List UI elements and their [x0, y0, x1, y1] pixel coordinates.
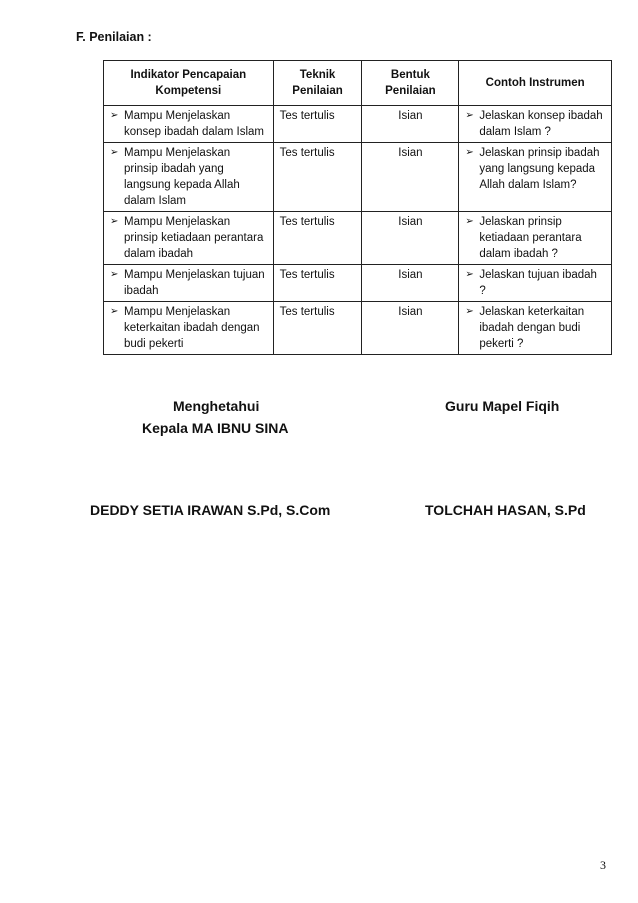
teknik-cell: Tes tertulis: [273, 265, 362, 302]
arrow-bullet-icon: ➢: [465, 216, 474, 227]
teacher-name: TOLCHAH HASAN, S.Pd: [425, 502, 586, 518]
table-row: [104, 106, 612, 143]
section-title: F. Penilaian :: [76, 30, 152, 44]
contoh-cell: ➢ Jelaskan keterkaitan ibadah dengan budi pekerti ?: [459, 302, 612, 355]
arrow-bullet-icon: ➢: [110, 269, 119, 280]
arrow-bullet-icon: ➢: [465, 269, 474, 280]
header-indikator: Indikator Pencapaian Kompetensi: [104, 61, 274, 106]
contoh-cell: ➢ Jelaskan prinsip ibadah yang langsung kepada Allah dalam Islam?: [459, 143, 612, 212]
principal-name: DEDDY SETIA IRAWAN S.Pd, S.Com: [90, 502, 331, 518]
indikator-cell: ➢ Mampu Menjelaskan keterkaitan ibadah dengan budi pekerti: [104, 302, 274, 355]
teacher-title: Guru Mapel Fiqih: [445, 398, 560, 414]
contoh-cell: ➢ Jelaskan tujuan ibadah ?: [459, 265, 612, 302]
teknik-cell: Tes tertulis: [273, 302, 362, 355]
table-row: [104, 265, 612, 302]
contoh-cell: ➢ Jelaskan prinsip ketiadaan perantara dalam ibadah ?: [459, 212, 612, 265]
teknik-cell: Tes tertulis: [273, 106, 362, 143]
header-bentuk: Bentuk Penilaian: [362, 61, 459, 106]
indikator-cell: ➢ Mampu Menjelaskan konsep ibadah dalam Islam: [104, 106, 274, 143]
table-header-row: [104, 61, 612, 106]
arrow-bullet-icon: ➢: [110, 306, 119, 317]
header-teknik: Teknik Penilaian: [273, 61, 362, 106]
indikator-cell: ➢ Mampu Menjelaskan tujuan ibadah: [104, 265, 274, 302]
arrow-bullet-icon: ➢: [465, 110, 474, 121]
indikator-cell: ➢ Mampu Menjelaskan prinsip ketiadaan perantara dalam ibadah: [104, 212, 274, 265]
bentuk-cell: Isian: [362, 212, 459, 265]
table-row: [104, 212, 612, 265]
arrow-bullet-icon: ➢: [465, 147, 474, 158]
page-number: 3: [600, 858, 606, 872]
header-contoh: Contoh Instrumen: [459, 61, 612, 106]
bentuk-cell: Isian: [362, 302, 459, 355]
bentuk-cell: Isian: [362, 265, 459, 302]
arrow-bullet-icon: ➢: [110, 216, 119, 227]
table-row: [104, 143, 612, 212]
arrow-bullet-icon: ➢: [110, 147, 119, 158]
contoh-cell: ➢ Jelaskan konsep ibadah dalam Islam ?: [459, 106, 612, 143]
acknowledge-label: Menghetahui: [173, 398, 260, 414]
assessment-table: [103, 60, 612, 355]
bentuk-cell: Isian: [362, 106, 459, 143]
table-row: [104, 302, 612, 355]
teknik-cell: Tes tertulis: [273, 143, 362, 212]
arrow-bullet-icon: ➢: [465, 306, 474, 317]
teknik-cell: Tes tertulis: [273, 212, 362, 265]
bentuk-cell: Isian: [362, 143, 459, 212]
arrow-bullet-icon: ➢: [110, 110, 119, 121]
principal-title: Kepala MA IBNU SINA: [142, 420, 289, 436]
indikator-cell: ➢ Mampu Menjelaskan prinsip ibadah yang langsung kepada Allah dalam Islam: [104, 143, 274, 212]
